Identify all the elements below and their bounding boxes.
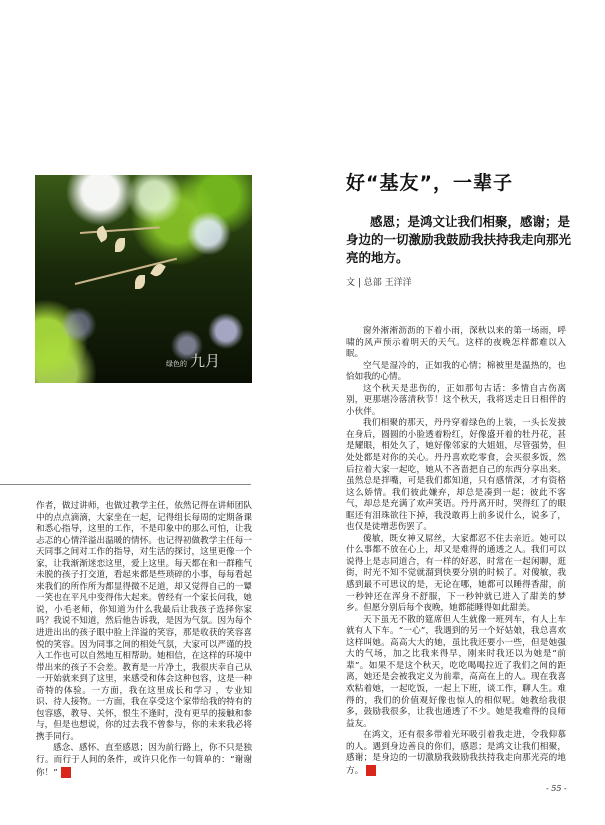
paragraph: 天下虽无不散的筵席但人生就像一班列车，有人上车就有人下车。“一心”，我遇到的另一个好姑娘，我总喜欢这样叫她。高高大大的她，虽比我还要小一些，但是她强大的气场，加之比我来得早，刚来时我还以为她是“前辈”。如果不是这个秋天，吃吃喝喝拉近了我们之间的距离，她还是会被我定义为前辈，高高在上的人。现在我喜欢粘着她，一起吃饭，一起上下班，谈工作，聊人生。难得的，我们的价值观好像也惊人的相似呢。她教给我很多，鼓励我很多，让我也通透了不少。她是我难得的良师益友。 — [346, 614, 566, 729]
paragraph: 这个秋天是悲伤的，正如那句古话：多情自古伤离别，更那堪冷落清秋节！这个秋天，我将送走日日相伴的小伙伴。 — [346, 383, 566, 417]
right-column — [346, 326, 566, 777]
photo-caption — [166, 354, 220, 369]
paragraph — [346, 730, 566, 777]
paragraph-text: 在鸿文，还有很多带着光环吸引着我走进，令我仰慕的人。遇到身边善良的你们，感恩；是鸿文让我们相聚，感谢；是身边的一切激励我鼓励我扶持我走向那光亮的地方。 — [346, 730, 566, 776]
paragraph: 傻敏，既女神又屌丝，大家都忍不住去亲近。她可以什么事都不放在心上，却又是难得的通透之人。我们可以说得上是志同道合，有一样的好恶，时常在一起闲聊，逛街，时光不知不觉就溜到快要分别的时候了。对傻敏，我感到最不可思议的是，无论在哪，她都可以睡得香甜，前一秒钟还在浑身不舒服，下一秒钟就已进入了甜美的梦乡。但愿分别后每个夜晚，她都能睡得如此甜美。 — [346, 533, 566, 614]
left-column — [36, 501, 252, 779]
paragraph — [36, 743, 252, 779]
end-mark-icon: 鸿 — [366, 765, 376, 776]
paragraph: 我们相聚的那天，丹丹穿着绿色的上装，一头长发披在身后，圆圆的小脸透着粉红，好像盛开着的牡丹花，甚是耀眼，相处久了，她好像邻家的大姐姐，尽管强势，但处处都是对你的关心。丹丹喜欢吃零食，会买很多饭，然后拉着大家一起吃，她从不吝啬把自己的东西分享出来。虽然总是拌嘴，可是我们都知道，只有感情深，才有资格这么娇情。我们彼此嫌弃，却总是凑到一起；彼此不客气，却总是充满了欢声笑语。丹丹离开时，哭得红了的眼眶还有泪珠欲往下掉，我没敢再上前多说什么，说多了，也仅是徒增悲伤罢了。 — [346, 418, 566, 533]
branch-decoration — [80, 226, 160, 234]
article-lead: 感恩；是鸿文让我们相聚，感谢；是身边的一切激励我鼓励我扶持我走向那光亮的地方。 — [346, 214, 572, 265]
caption-large: 九月 — [189, 352, 220, 370]
caption-small: 绿色的 — [165, 360, 187, 368]
paragraph: 作者，做过讲师，也做过教学主任，依然记得在讲师团队中的点点滴滴，大家坐在一起，记得组长每周的定期备课和悉心指导，这里的工作，不是印象中的那么可怕，让我忐忑的心情洋溢出温暖的情怀。也记得初做教学主任每一天同事之间对工作的指导，对生活的探讨，这里更像一个家，让我渐渐迷恋这里，爱上这里。每天都在和一群稚气未脱的孩子打交道，看起来都是些琐碎的小事，每每看起来我们的所作所为都显得微不足道，却又觉得自己的一颦一笑也在平凡中变得伟大起来。曾经有一个家长问我，她说，小毛老师，你知道为什么我最后让我孩子选择你家吗？我说不知道，然后他告诉我，是因为气氛。因为每个进进出出的孩子眼中脸上洋溢的笑容，那是收获的笑容喜悦的笑容。因为同事之间的相处气氛，大家可以严谨的投入工作也可以自然地互相帮助。她相信，在这样的环境中带出来的孩子不会差。教育是一片净土，我很庆幸自己从一开始就来到了这里，来感受和体会这种包容，这是一种奇特的体验。一方面，我在这里成长和学习 ，专业知识、待人接物。一方面，我在享受这个家带给我的特有的包容感，教导、关怀，恨生不逢时，没有更早的接触和参与，但是也想说，你的过去我不曾参与，你的未来我必将携手同行。 — [36, 501, 252, 742]
paragraph: 空气是湿冷的，正如我的心情；棉被里是温热的，也恰如我的心情。 — [346, 360, 566, 383]
article-title: 好“基友”，一辈子 — [346, 172, 513, 194]
leaf-decoration — [135, 275, 145, 289]
paragraph-text: 感念、感怀、直至感恩；因为前行路上，你不只是独行。而行于人间的条件，或许只化作一句简单的：“谢谢你！” — [36, 743, 252, 778]
leaf-decoration — [115, 238, 125, 252]
article-byline: 文 | 总部 王洋洋 — [346, 278, 412, 288]
end-mark-icon: 鸿 — [61, 767, 71, 778]
paragraph: 窗外淅淅沥沥的下着小雨，深秋以来的第一场雨，呼啸的风声预示着明天的天气。这样的夜晚怎样都难以入眠。 — [346, 326, 566, 360]
article-photo — [35, 175, 252, 383]
leaf-decoration — [94, 225, 110, 242]
divider-line — [0, 484, 251, 485]
page-number: - 55 - — [546, 784, 567, 793]
